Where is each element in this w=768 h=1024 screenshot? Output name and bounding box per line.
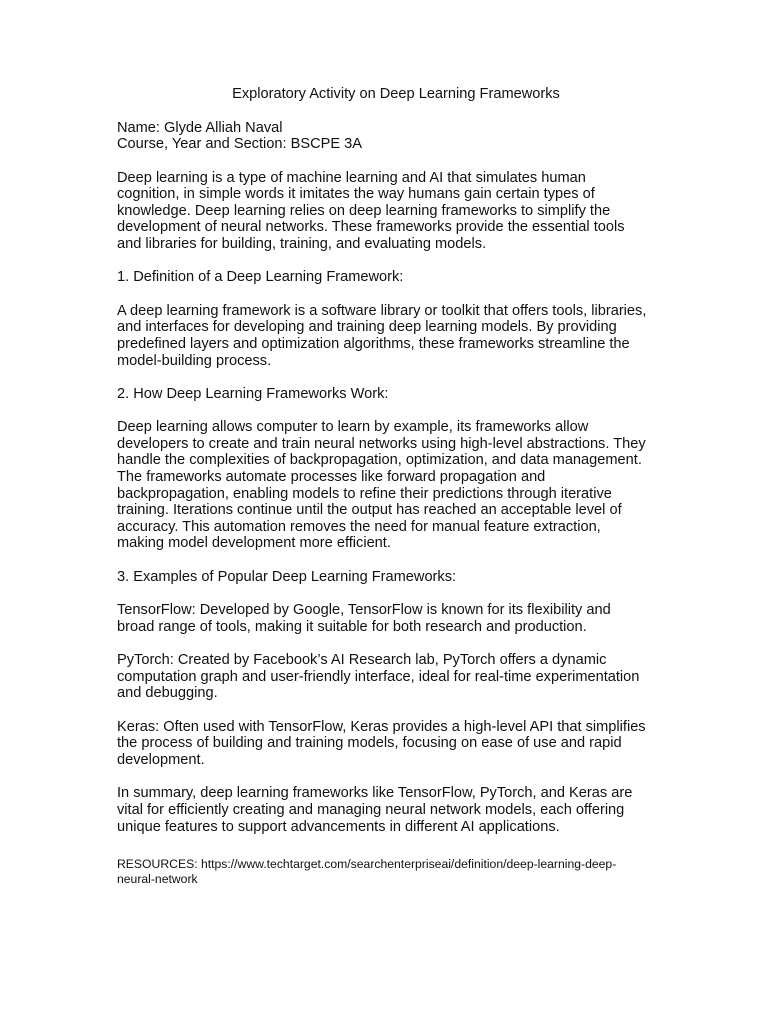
- resources-line: RESOURCES: https://www.techtarget.com/searchenterpriseai/definition/deep-learning-deep-neural-network: [117, 857, 617, 886]
- summary-paragraph: In summary, deep learning frameworks like TensorFlow, PyTorch, and Keras are vital for efficiently creating and managing neural network models, each offering unique features to support advancements in different AI applications.: [117, 785, 633, 835]
- example-tensorflow: TensorFlow: Developed by Google, TensorFlow is known for its flexibility and broad range of tools, making it suitable for both research and production.: [117, 602, 611, 635]
- example-keras: Keras: Often used with TensorFlow, Keras provides a high-level API that simplifies the process of building and training models, focusing on ease of use and rapid development.: [117, 718, 646, 768]
- section-heading-how-it-works: 2. How Deep Learning Frameworks Work:: [117, 385, 389, 402]
- section-body-definition: A deep learning framework is a software library or toolkit that offers tools, libraries, and interfaces for developing and training deep learning models. By providing predefined layers and optimization algorithms, these frameworks streamline the model-building process.: [117, 302, 647, 369]
- section-heading-definition: 1. Definition of a Deep Learning Framework:: [117, 269, 404, 286]
- section-body-how-it-works: Deep learning allows computer to learn by example, its frameworks allow developers to create and train neural networks using high-level abstractions. They handle the complexities of backpropagation, optimization, and data management. The frameworks automate processes like forward propagation and backpropagation, enabling models to refine their predictions through iterative training. Iterations continue until the output has reached an acceptable level of accuracy. This automation removes the need for manual feature extraction, making model development more efficient.: [117, 419, 646, 552]
- name-line: Name: Glyde Alliah Naval: [117, 119, 283, 136]
- document-page: [117, 86, 647, 886]
- example-pytorch: PyTorch: Created by Facebook’s AI Research lab, PyTorch offers a dynamic computation graph and user-friendly interface, ideal for real-time experimentation and debugging.: [117, 652, 640, 702]
- intro-paragraph: Deep learning is a type of machine learning and AI that simulates human cognition, in simple words it imitates the way humans gain certain types of knowledge. Deep learning relies on deep learning frameworks to simplify the development of neural networks. These frameworks provide the essential tools and libraries for building, training, and evaluating models.: [117, 169, 625, 252]
- section-heading-examples: 3. Examples of Popular Deep Learning Frameworks:: [117, 568, 457, 585]
- course-line: Course, Year and Section: BSCPE 3A: [117, 136, 363, 153]
- document-title: Exploratory Activity on Deep Learning Frameworks: [232, 86, 560, 102]
